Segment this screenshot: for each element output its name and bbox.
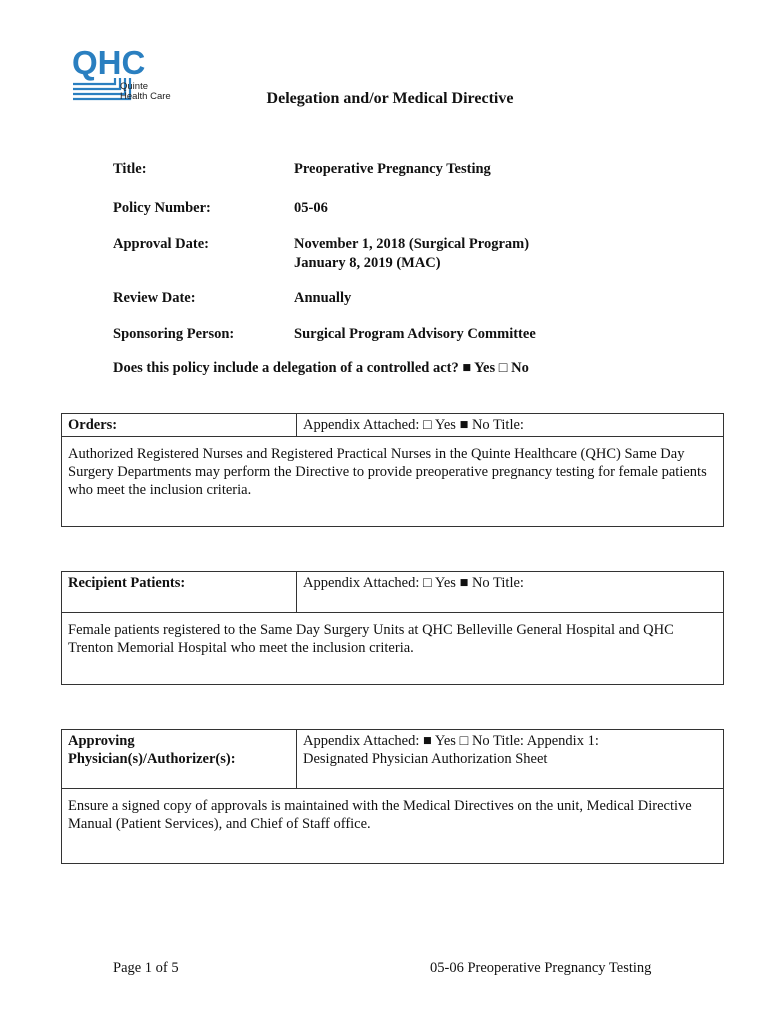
- orders-appendix: Appendix Attached: □ Yes ■ No Title:: [303, 417, 524, 433]
- title-label: Title:: [113, 161, 147, 177]
- logo-mark: QHC: [72, 44, 146, 81]
- recipient-patients-appendix: Appendix Attached: □ Yes ■ No Title:: [303, 575, 524, 591]
- approving-label: [62, 730, 297, 788]
- logo-line-1: Quinte: [120, 81, 148, 92]
- orders-body: Authorized Registered Nurses and Registered Practical Nurses in the Quinte Healthcare (QHC) Same Day Surgery Departments may perform the Directive to provide preoperative pregnancy testing for female patients who meet the inclusion criteria.: [68, 446, 707, 498]
- approving-physicians-section: [61, 729, 724, 864]
- approving-label-line-1: Approving: [68, 733, 135, 749]
- approving-label-line-2: Physician(s)/Authorizer(s):: [68, 751, 236, 767]
- review-date-value: Annually: [294, 290, 352, 306]
- review-date-label: Review Date:: [113, 290, 196, 306]
- approving-appendix: [297, 730, 723, 788]
- approving-appendix-line-2: Designated Physician Authorization Sheet: [303, 751, 548, 767]
- approval-date-label: Approval Date:: [113, 236, 209, 252]
- controlled-act-question: Does this policy include a delegation of a controlled act? ■ Yes □ No: [113, 360, 529, 376]
- approving-body: Ensure a signed copy of approvals is maintained with the Medical Directives on the unit, Medical Directive Manual (Patient Services), and Chief of Staff office.: [68, 798, 692, 832]
- policy-number-label: Policy Number:: [113, 200, 211, 216]
- policy-number-value: 05-06: [294, 200, 328, 216]
- recipient-patients-label: Recipient Patients:: [62, 572, 297, 612]
- orders-section: [61, 413, 724, 527]
- document-title: Delegation and/or Medical Directive: [266, 90, 514, 107]
- recipient-patients-body: Female patients registered to the Same Day Surgery Units at QHC Belleville General Hospital and QHC Trenton Memorial Hospital who meet the inclusion criteria.: [68, 622, 674, 656]
- recipient-patients-section: [61, 571, 724, 685]
- approval-date-value-2: January 8, 2019 (MAC): [294, 255, 441, 271]
- approval-date-value-1: November 1, 2018 (Surgical Program): [294, 236, 530, 252]
- approving-appendix-line-1: Appendix Attached: ■ Yes □ No Title: Appendix 1:: [303, 733, 599, 749]
- title-value: Preoperative Pregnancy Testing: [294, 161, 491, 177]
- page-number: Page 1 of 5: [113, 960, 179, 976]
- sponsoring-person-label: Sponsoring Person:: [113, 326, 235, 342]
- footer-document-name: 05-06 Preoperative Pregnancy Testing: [430, 960, 652, 976]
- sponsoring-person-value: Surgical Program Advisory Committee: [294, 326, 536, 342]
- logo-line-2: Health Care: [120, 91, 171, 102]
- orders-label: Orders:: [62, 414, 297, 436]
